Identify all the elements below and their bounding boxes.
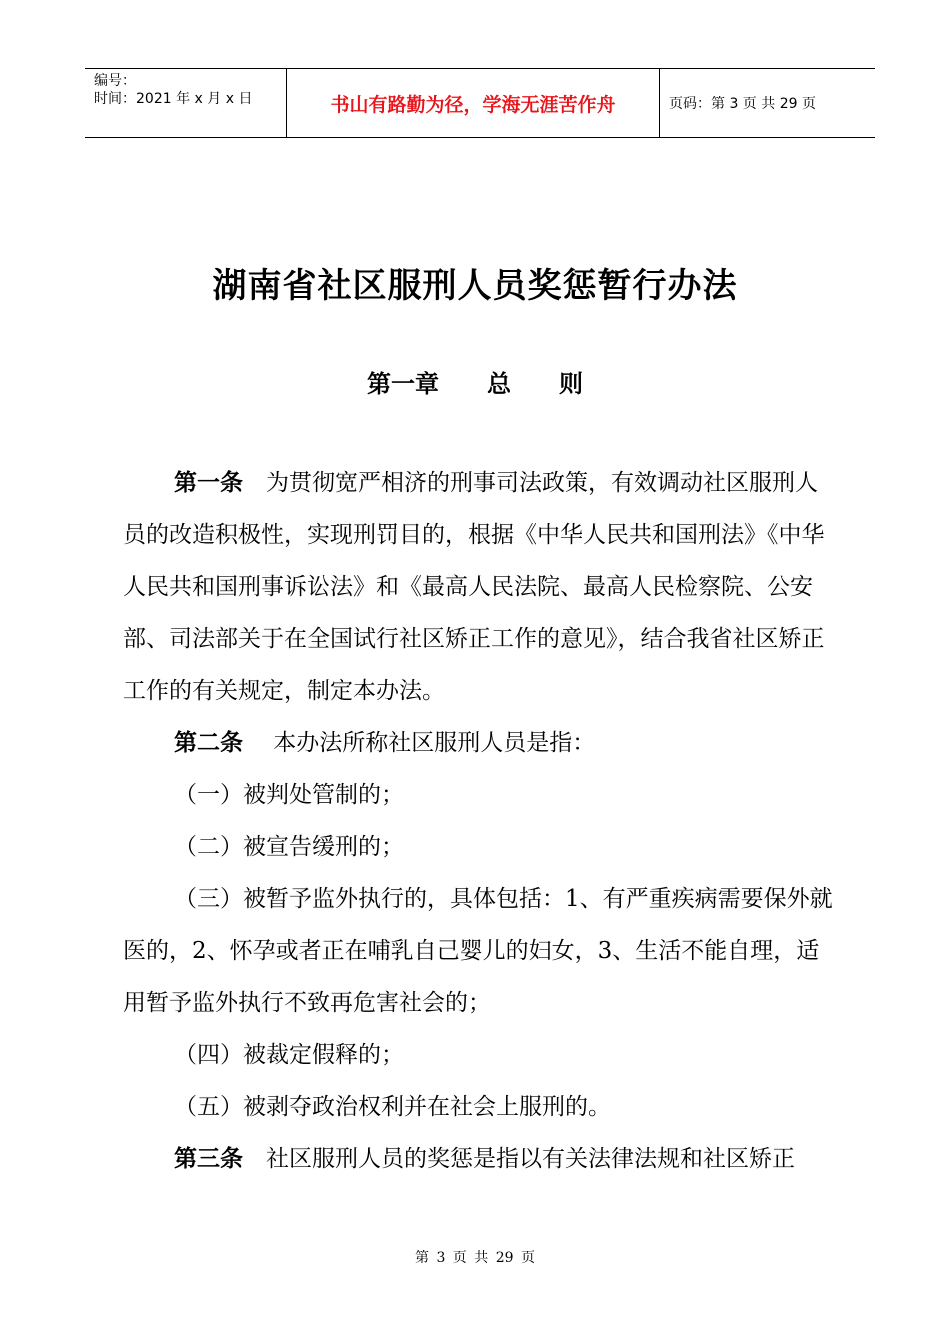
article-2-text: 本办法所称社区服刑人员是指： [243,730,596,756]
article-1-text: 为贯彻宽严相济的刑事司法政策，有效调动社区服刑人员的改造积极性，实现刑罚目的，根据《中华人民共和国刑法》《中华人民共和国刑事诉讼法》和《最高人民法院、最高人民检察院、公安部、司法部关于在全国试行社区矫正工作的意见》，结合我省社区矫正工作的有关规定，制定本办法。 [123,470,825,704]
article-3-text: 社区服刑人员的奖惩是指以有关法律法规和社区矫正 [243,1146,795,1172]
header-motto: 书山有路勤为径，学海无涯苦作舟 [286,69,660,137]
article-1-label: 第一条 [174,470,243,496]
list-item-4: （四）被裁定假释的； [174,1042,404,1068]
header-meta [85,69,287,137]
list-item-5: （五）被剥夺政治权利并在社会上服刑的。 [174,1094,611,1120]
chapter-heading: 第一章 总 则 [367,370,583,398]
article-3 [123,1133,835,1185]
list-item-1: （一）被判处管制的； [174,782,404,808]
article-2 [123,717,835,769]
document-body [123,457,835,1185]
article-3-label: 第三条 [174,1146,243,1172]
article-1 [123,457,835,717]
article-2-label: 第二条 [174,730,243,756]
list-item-2: （二）被宣告缓刑的； [174,834,404,860]
list-item-3: （三）被暂予监外执行的，具体包括：1、有严重疾病需要保外就医的，2、怀孕或者正在哺乳自己婴儿的妇女，3、生活不能自理，适用暂予监外执行不致再危害社会的； [123,886,833,1016]
page-header [85,68,875,138]
page-footer: 第 3 页 共 29 页 [415,1250,535,1266]
time-label: 时间：2021 年 x 月 x 日 [94,91,253,107]
header-page-info: 页码：第 3 页 共 29 页 [669,96,816,112]
number-label: 编号： [94,73,136,89]
document-title: 湖南省社区服刑人员奖惩暂行办法 [212,266,738,306]
